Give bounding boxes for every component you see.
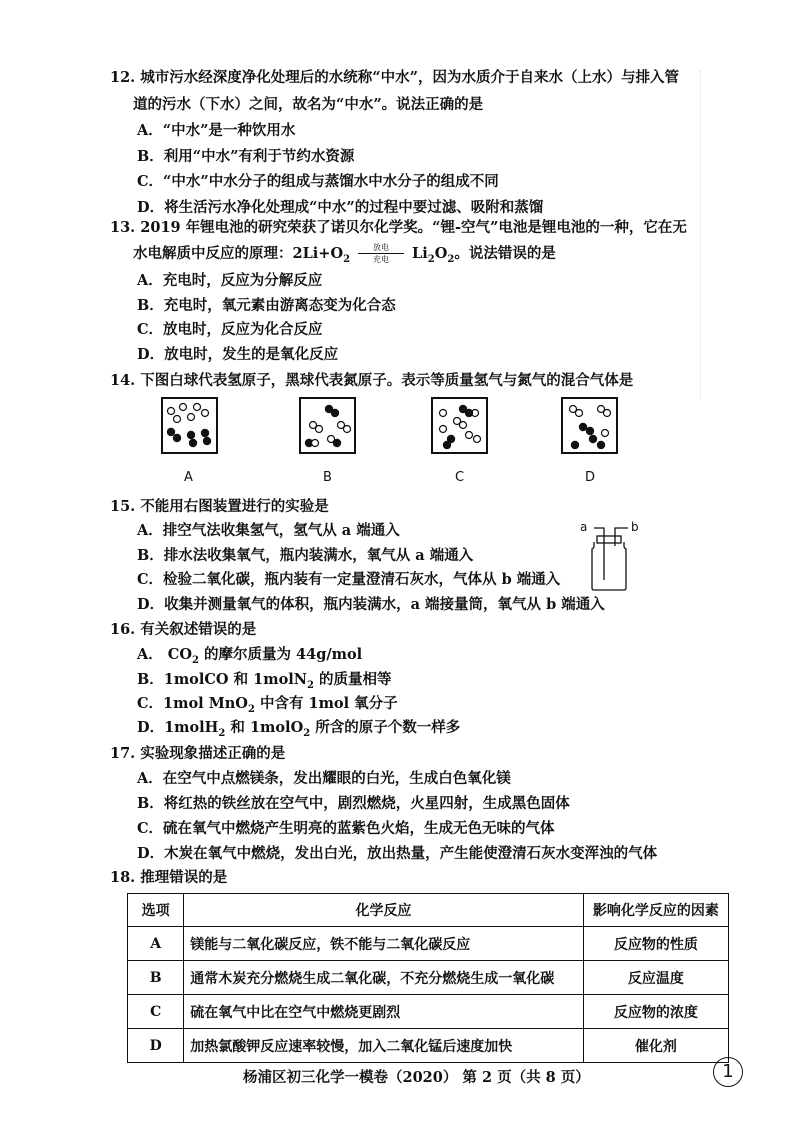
table-header-row <box>128 894 729 927</box>
q16-option-d: D．1molH$_2$ 和 1molO$_2$ 所含的原子个数一样多 <box>137 719 461 739</box>
q12-option-a: A．“中水”是一种饮用水 <box>137 122 296 139</box>
q12-stem-line2: 道的污水（下水）之间，故名为“中水”。说法正确的是 <box>133 96 484 113</box>
q15-stem: 15. 不能用右图装置进行的实验是 <box>110 498 329 515</box>
bleed-through-mark <box>700 70 723 400</box>
q15-option-c: C．检验二氧化碳，瓶内装有一定量澄清石灰水，气体从 b 端通入 <box>137 571 561 588</box>
q18-stem: 18. 推理错误的是 <box>110 869 228 886</box>
q17-option-b: B．将红热的铁丝放在空气中，剧烈燃烧，火星四射，生成黑色固体 <box>137 795 570 812</box>
table-row: B 通常木炭充分燃烧生成二氧化碳，不充分燃烧生成一氧化碳 反应温度 <box>128 961 729 995</box>
bottle-port-a-label: a <box>580 520 588 534</box>
molecule-box-c <box>431 397 488 454</box>
table-row: C 硫在氧气中比在空气中燃烧更剧烈 反应物的浓度 <box>128 995 729 1029</box>
q16-stem: 16. 有关叙述错误的是 <box>110 621 257 638</box>
q13-stem-line1: 13. 2019 年锂电池的研究荣获了诺贝尔化学奖。“锂-空气”电池是锂电池的一种，它在无 <box>110 219 687 236</box>
molecule-box-b <box>299 397 356 454</box>
q13-stem-text: 水电解质中反应的原理： <box>133 245 293 262</box>
bottle-port-b-label: b <box>631 520 639 534</box>
molecule-box-a <box>161 397 218 454</box>
q13-option-a: A．充电时，反应为分解反应 <box>137 272 323 289</box>
page-footer: 杨浦区初三化学一模卷（2020） 第 2 页（共 8 页） <box>243 1069 590 1086</box>
q16-option-c: C．1mol MnO$_2$ 中含有 1mol 氧分子 <box>137 695 398 715</box>
q16-option-a: A． $CO_2$ 的摩尔质量为 44g/mol <box>137 646 363 666</box>
table-header-reaction: 化学反应 <box>184 894 583 927</box>
q17-option-d: D．木炭在氧气中燃烧，发出白光，放出热量，产生能使澄清石灰水变浑浊的气体 <box>137 845 658 862</box>
q17-option-c: C．硫在氧气中燃烧产生明亮的蓝紫色火焰，生成无色无味的气体 <box>137 820 555 837</box>
table-row: A 镁能与二氧化碳反应，铁不能与二氧化碳反应 反应物的性质 <box>128 927 729 961</box>
reversible-arrow-icon: 放电 充电 <box>356 244 406 264</box>
table-header-factor: 影响化学反应的因素 <box>583 894 728 927</box>
q14-label-a: A <box>184 470 193 485</box>
q15-option-d: D．收集并测量氧气的体积，瓶内装满水，a 端接量筒，氧气从 b 端通入 <box>137 596 605 613</box>
q13-eq-left: 2Li+O <box>292 245 344 262</box>
q17-option-a: A．在空气中点燃镁条，发出耀眼的白光，生成白色氧化镁 <box>137 770 511 787</box>
table-row: D 加热氯酸钾反应速率较慢，加入二氧化锰后速度加快 催化剂 <box>128 1029 729 1063</box>
q15-option-a: A．排空气法收集氢气，氢气从 a 端通入 <box>137 522 400 539</box>
q12-option-c: C．“中水”中水分子的组成与蒸馏水中水分子的组成不同 <box>137 173 499 190</box>
q13-option-d: D．放电时，发生的是氧化反应 <box>137 346 339 363</box>
q13-stem-line2: 水电解质中反应的原理：$2Li+O_2$ 放电 充电 $Li_2O_2$。说法错误的是 <box>133 243 556 265</box>
q14-stem: 14. 下图白球代表氢原子，黑球代表氮原子。表示等质量氢气与氮气的混合气体是 <box>110 372 634 389</box>
molecule-box-d <box>561 397 618 454</box>
q18-table <box>127 893 729 1063</box>
q12-option-b: B．利用“中水”有利于节约水资源 <box>137 148 355 165</box>
page-number-circle: 1 <box>713 1057 743 1087</box>
table-header-option: 选项 <box>128 894 184 927</box>
q16-option-b: B．1molCO 和 1molN$_2$ 的质量相等 <box>137 671 392 691</box>
q13-option-c: C．放电时，反应为化合反应 <box>137 321 323 338</box>
q14-label-d: D <box>585 470 596 485</box>
q15-option-b: B．排水法收集氧气，瓶内装满水，氧气从 a 端通入 <box>137 547 474 564</box>
gas-bottle-apparatus <box>578 522 640 592</box>
q14-label-c: C <box>455 470 465 485</box>
q17-stem: 17. 实验现象描述正确的是 <box>110 745 286 762</box>
q14-label-b: B <box>323 470 332 485</box>
q12-stem-line1: 12. 城市污水经深度净化处理后的水统称“中水”，因为水质介于自来水（上水）与排入管 <box>110 69 679 86</box>
q13-option-b: B．充电时，氧元素由游离态变为化合态 <box>137 297 396 314</box>
q12-option-d: D．将生活污水净化处理成“中水”的过程中要过滤、吸附和蒸馏 <box>137 199 544 216</box>
